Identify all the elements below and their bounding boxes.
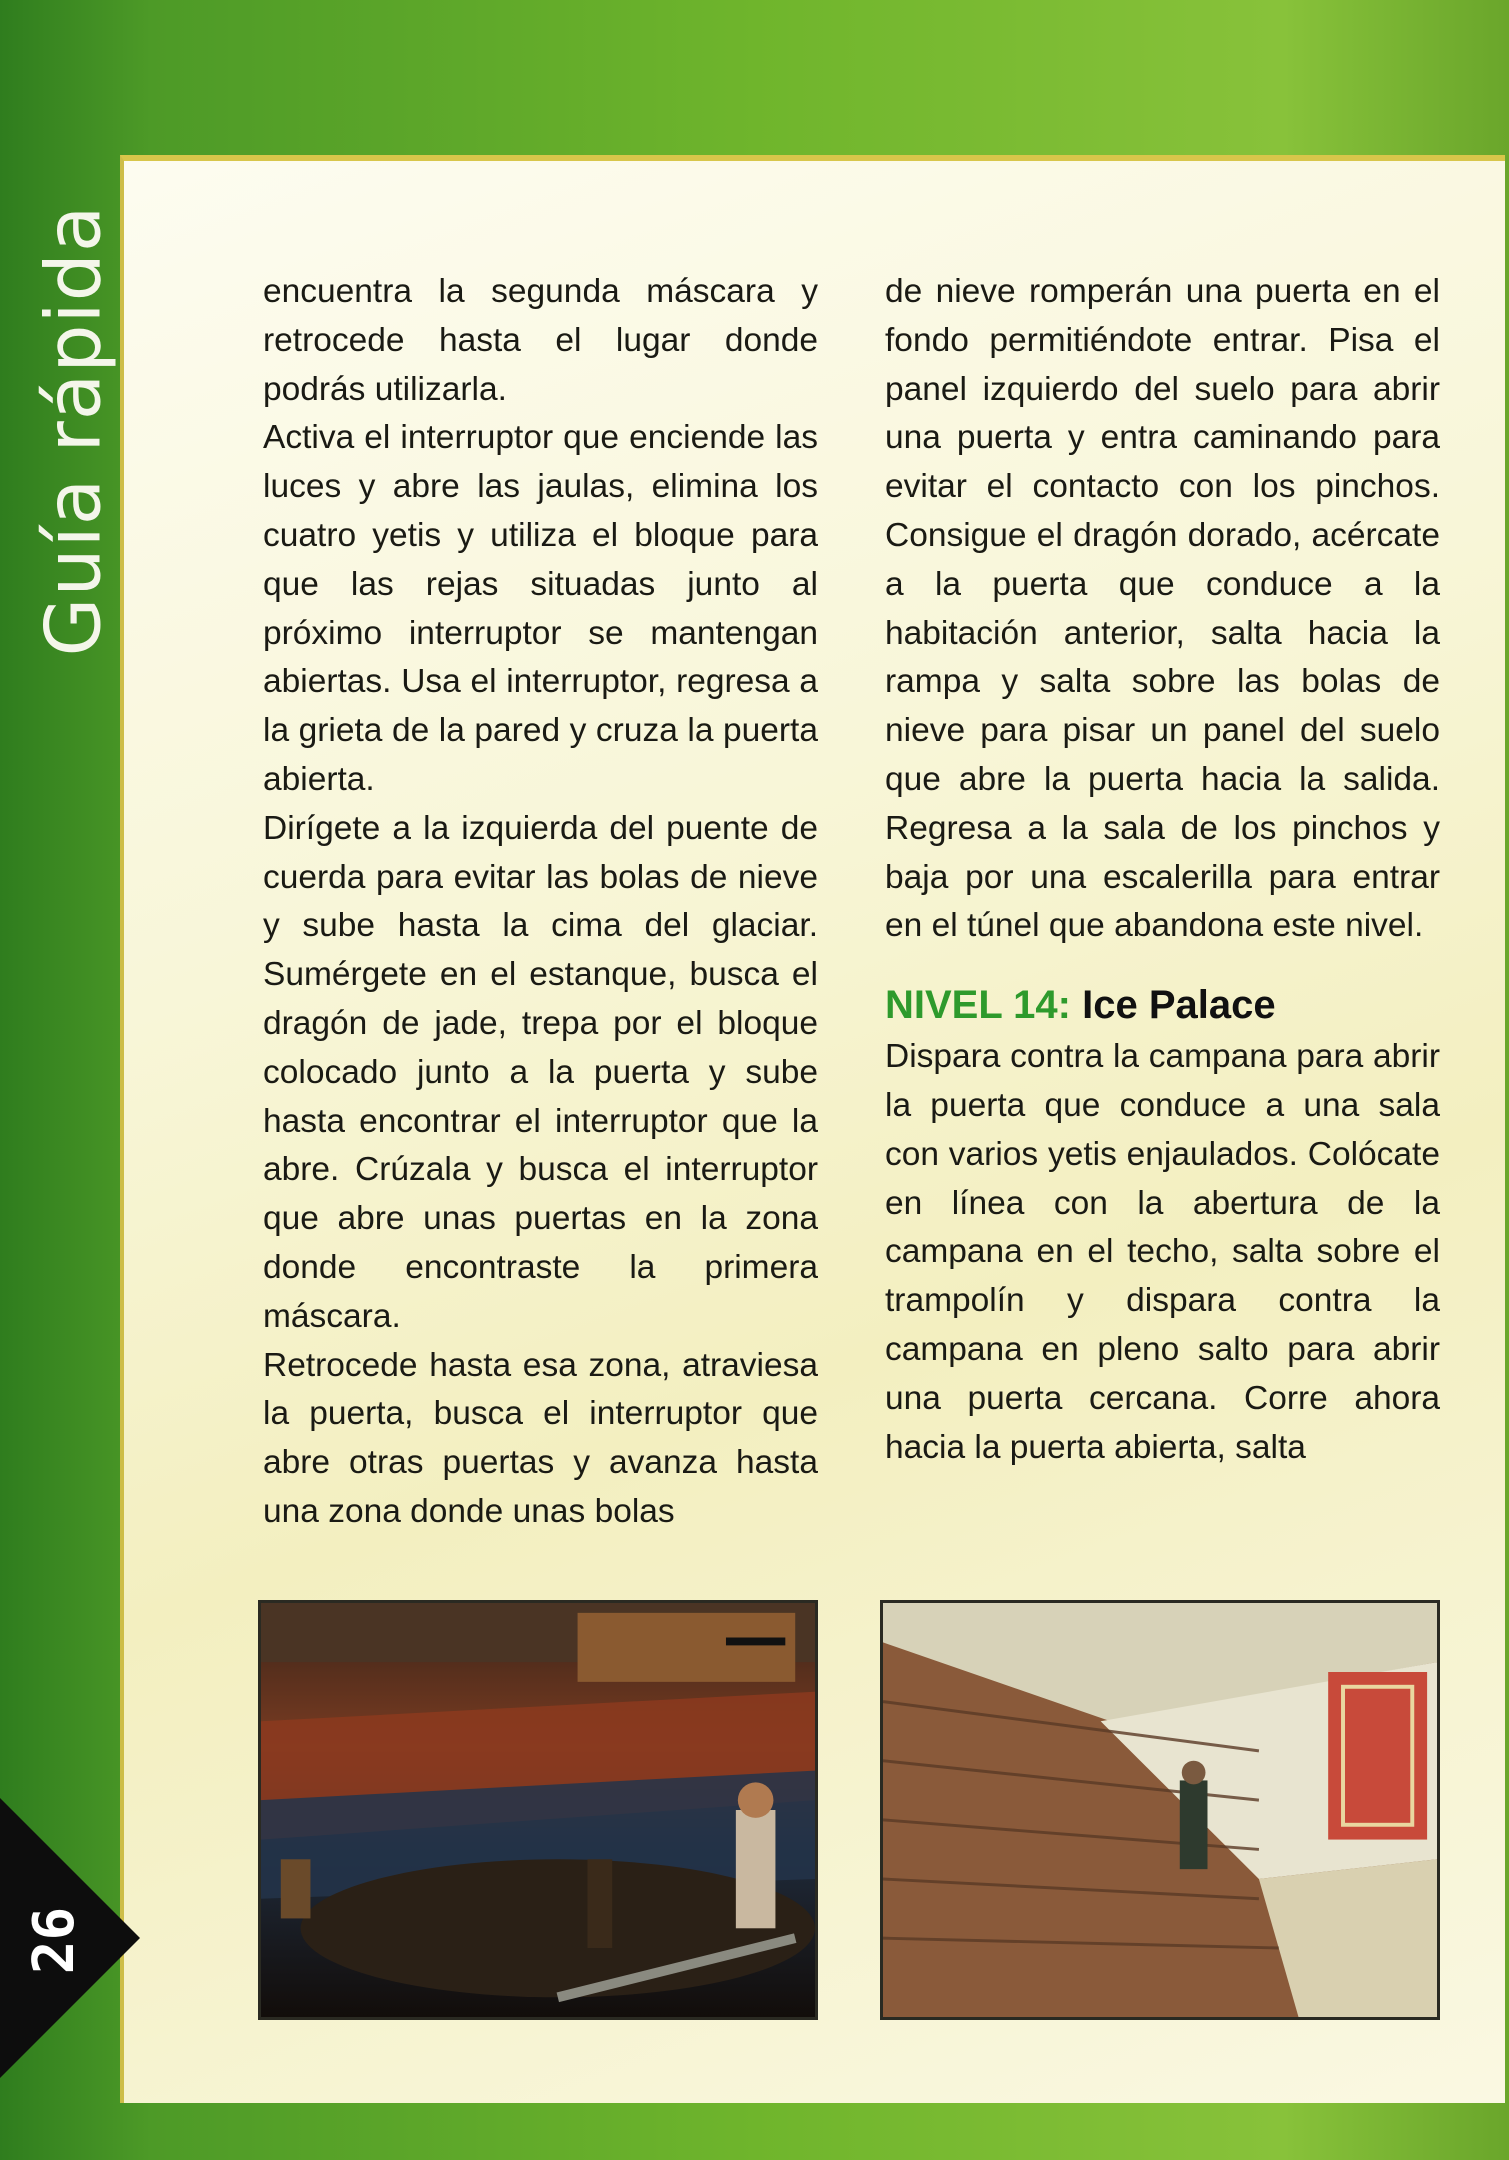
paragraph: de nieve romperán una puerta en el fondo permitiéndote entrar. Pisa el panel izquierdo del suelo para abrir una puerta y entra caminando para evitar el contacto con los pinchos. Consigue el dragón dorado, acércate a la puerta que conduce a la habitación anterior, salta hacia la rampa y salta sobre las bolas de nieve para pisar un panel del suelo que abre la puerta hacia la salida. Regresa a la sala de los pinchos y baja por una escalerilla para entrar en el túnel que abandona este nivel. bbox=[885, 273, 1440, 945]
level-heading bbox=[885, 979, 1440, 1031]
text-column-right bbox=[885, 268, 1440, 1472]
game-screenshot-palace bbox=[880, 1600, 1440, 2020]
paragraph: encuentra la segunda máscara y retrocede hasta el lugar donde podrás utilizarla. bbox=[263, 273, 818, 408]
paragraph: Activa el interruptor que enciende las luces y abre las jaulas, elimina los cuatro yetis y utiliza el bloque para que las rejas situadas junto al próximo interruptor se mantengan abiertas. Usa el interruptor, regresa a la grieta de la pared y cruza la puerta abierta. bbox=[263, 419, 818, 798]
level-heading-name: Ice Palace bbox=[1082, 983, 1276, 1028]
screenshot-palace-image bbox=[883, 1603, 1437, 2017]
page-number-text: 26 bbox=[22, 1906, 88, 1974]
text-column-left bbox=[263, 268, 818, 1537]
screenshot-cave-image bbox=[261, 1603, 815, 2017]
page-number bbox=[0, 1900, 110, 1980]
level-heading-number: NIVEL 14: bbox=[885, 983, 1071, 1028]
paragraph: Dirígete a la izquierda del puente de cuerda para evitar las bolas de nieve y sube hasta la cima del glaciar. Sumérgete en el estanque, busca el dragón de jade, trepa por el bloque colocado junto a la puerta y sube hasta encontrar el interruptor que la abre. Crúzala y busca el interruptor que abre unas puertas en la zona donde encontraste la primera máscara. bbox=[263, 809, 818, 1335]
game-screenshot-cave bbox=[258, 1600, 818, 2020]
paragraph: Dispara contra la campana para abrir la puerta que conduce a una sala con varios yetis enjaulados. Colócate en línea con la abertura de la campana en el techo, salta sobre el trampolín y dispara contra la campana en pleno salto para abrir una puerta cercana. Corre ahora hacia la puerta abierta, salta bbox=[885, 1038, 1440, 1466]
paragraph: Retrocede hasta esa zona, atraviesa la puerta, busca el interruptor que abre otras puertas y avanza hasta una zona donde unas bolas bbox=[263, 1346, 818, 1530]
section-title bbox=[18, 150, 128, 710]
section-title-text: Guía rápida bbox=[28, 204, 118, 656]
